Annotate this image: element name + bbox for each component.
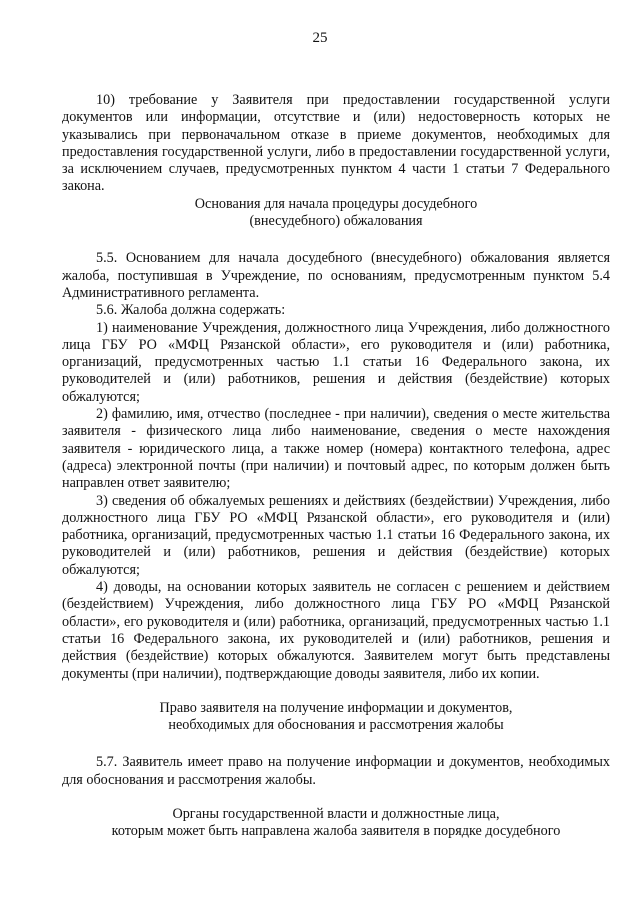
section-heading-grounds <box>62 196 610 231</box>
list-item-5-6-4: 4) доводы, на основании которых заявитель не согласен с решением и действием (бездействием) Учреждения, либо должностного лица ГБУ РО «МФЦ Рязанской области», его руководителя и (или) работника, организаций, предусмотренных частью 1.1 статьи 16 Федерального закона, их руководителей и (или) работников, решения и действия (бездействие) которых обжалуются. Заявителем могут быть представлены документы (при наличии), подтверждающие доводы заявителя, либо их копии. <box>62 579 610 682</box>
heading-line: необходимых для обоснования и рассмотрения жалобы <box>168 717 504 734</box>
paragraph-item-10: 10) требование у Заявителя при предоставлении государственной услуги документов или информации, отсутствие и (или) недостоверность которых не указывались при первоначальном отказе в приеме документов, необходимых для предоставления государственной услуги, либо в предоставлении государственной услуги, за исключением случаев, предусмотренных пунктом 4 части 1 статьи 7 Федерального закона. <box>62 92 610 195</box>
section-heading-right-to-information <box>62 700 610 735</box>
heading-line: (внесудебного) обжалования <box>249 213 423 230</box>
list-item-5-6-2: 2) фамилию, имя, отчество (последнее - при наличии), сведения о месте жительства заявителя - физического лица либо наименование, сведения о месте нахождения заявителя - юридического лица, а также номер (номера) контактного телефона, адрес (адреса) электронной почты (при наличии) и почтовый адрес, по которым должен быть направлен ответ заявителю; <box>62 406 610 492</box>
heading-line: которым может быть направлена жалоба заявителя в порядке досудебного <box>111 823 561 840</box>
paragraph-5-5: 5.5. Основанием для начала досудебного (внесудебного) обжалования является жалоба, поступившая в Учреждение, по основаниям, предусмотренным пунктом 5.4 Административного регламента. <box>62 250 610 301</box>
heading-line: Основания для начала процедуры досудебного <box>194 195 478 212</box>
section-heading-authorities <box>62 806 610 841</box>
page-number: 25 <box>312 30 328 46</box>
spacer <box>62 789 610 806</box>
spacer <box>62 230 610 250</box>
document-body <box>62 92 610 841</box>
spacer <box>62 683 610 700</box>
paragraph-5-6: 5.6. Жалоба должна содержать: <box>96 302 286 319</box>
list-item-5-6-3: 3) сведения об обжалуемых решениях и действиях (бездействии) Учреждения, либо должностного лица ГБУ РО «МФЦ Рязанской области», его руководителя и (или) работника, организаций, предусмотренных частью 1.1 статьи 16 Федерального закона, их руководителей и (или) работников, решения и действия (бездействие) которых обжалуются; <box>62 492 610 578</box>
heading-line: Органы государственной власти и должностные лица, <box>172 805 500 822</box>
heading-line: Право заявителя на получение информации и документов, <box>159 699 513 716</box>
paragraph-5-7: 5.7. Заявитель имеет право на получение информации и документов, необходимых для обоснования и рассмотрения жалобы. <box>62 754 610 788</box>
spacer <box>62 734 610 754</box>
list-item-5-6-1: 1) наименование Учреждения, должностного лица Учреждения, либо должностного лица ГБУ РО «МФЦ Рязанской области», его руководителя и (или) работника, организаций, предусмотренных частью 1.1 статьи 16 Федерального закона, их руководителей и (или) работников, решения и действия (бездействие) которых обжалуются; <box>62 319 610 405</box>
